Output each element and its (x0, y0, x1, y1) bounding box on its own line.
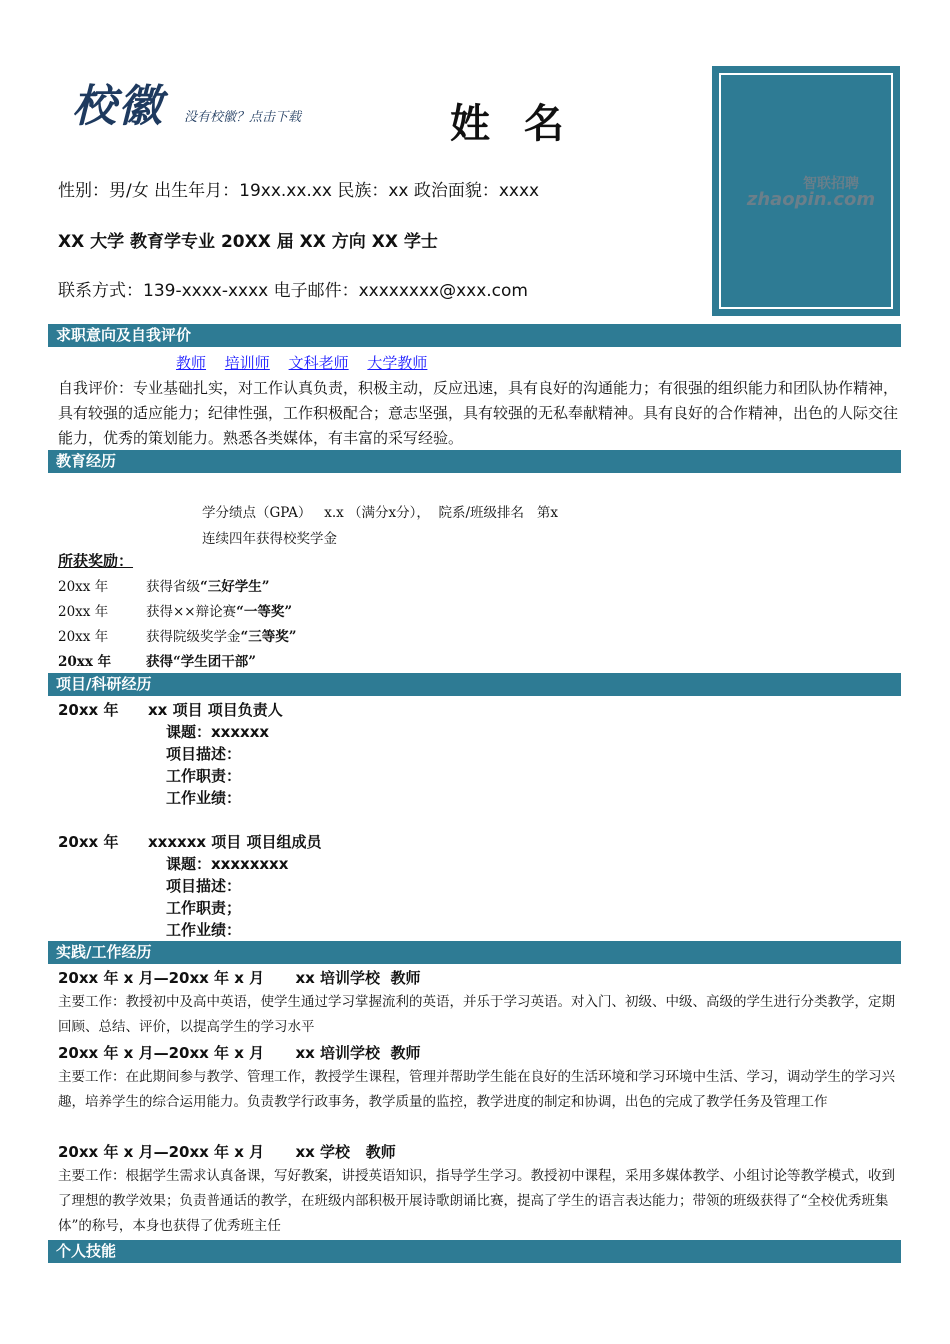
photo-placeholder (719, 73, 893, 309)
section-header-practice: 实践/工作经历 (48, 941, 901, 964)
project-title: xxxxxx 项目 项目组成员 (148, 833, 322, 851)
award-item: 20xx 年 获得院级奖学金“三等奖” (58, 629, 297, 645)
logo-download-link[interactable]: 没有校徽？点击下载 (184, 110, 302, 125)
project-desc: 项目描述： (166, 877, 242, 895)
section-header-projects: 项目/科研经历 (48, 673, 901, 696)
target-link[interactable]: 大学教师 (367, 354, 428, 372)
scholarship-line: 连续四年获得校奖学金 (202, 531, 337, 547)
project-year: 20xx 年 (58, 701, 119, 719)
award-item: 20xx 年 获得省级“三好学生” (58, 579, 270, 595)
project-topic: 课题：xxxxxxxx (166, 855, 289, 873)
work-header: 20xx 年 x 月—20xx 年 x 月 xx 学校 教师 (58, 1143, 396, 1161)
school-logo: 校徽 (72, 81, 164, 132)
project-topic: 课题：xxxxxx (166, 723, 270, 741)
work-description: 主要工作：在此期间参与教学、管理工作，教授学生课程，管理并帮助学生能在良好的生活环境和学习环境中生活、学习，调动学生的学习兴趣，培养学生的综合运用能力。负责教学行政事务，教学质量的监控，教学进度的制定和协调，出色的完成了教学任务及管理工作 (58, 1069, 895, 1110)
gpa-block (202, 500, 558, 552)
photo-frame (712, 66, 900, 316)
gpa-line: 学分绩点（GPA） x.x （满分x分）， 院系/班级排名 第x (202, 505, 559, 521)
project-result: 工作业绩： (166, 789, 242, 807)
target-link[interactable]: 教师 (176, 354, 207, 372)
work-description: 主要工作：根据学生需求认真备课，写好教案，讲授英语知识，指导学生学习。教授初中课程，采用多媒体教学、小组讨论等教学模式，收到了理想的教学效果；负责普通话的教学，在班级内部积极开展诗歌朗诵比赛，提高了学生的语言表达能力；带领的班级获得了“全校优秀班集体”的称号，本身也获得了优秀班主任 (58, 1168, 895, 1234)
personal-info: 性别：男/女 出生年月：19xx.xx.xx 民族：xx 政治面貌：xxxx (58, 181, 540, 201)
work-header: 20xx 年 x 月—20xx 年 x 月 xx 培训学校 教师 (58, 1044, 421, 1062)
target-link[interactable]: 文科老师 (288, 354, 349, 372)
awards-title: 所获奖励： (58, 552, 134, 570)
project-duty: 工作职责； (166, 899, 242, 917)
project-duty: 工作职责： (166, 767, 242, 785)
job-targets (176, 352, 441, 373)
award-item: 20xx 年 获得“学生团干部” (58, 654, 257, 670)
self-evaluation: 自我评价：专业基础扎实，对工作认真负责，积极主动，反应迅速，具有良好的沟通能力；有很强的组织能力和团队协作精神，具有较强的适应能力；纪律性强，工作积极配合；意志坚强，具有较强的无私奉献精神。具有良好的合作精神，出色的人际交往能力，优秀的策划能力。熟悉各类媒体，有丰富的采写经验。 (58, 379, 899, 447)
award-item: 20xx 年 获得××辩论赛“一等奖” (58, 604, 293, 620)
work-description: 主要工作：教授初中及高中英语，使学生通过学习掌握流利的英语，并乐于学习英语。对入门、初级、中级、高级的学生进行分类教学，定期回顾、总结、评价，以提高学生的学习水平 (58, 994, 895, 1035)
project-desc: 项目描述： (166, 745, 242, 763)
contact-info: 联系方式：139-xxxx-xxxx 电子邮件：xxxxxxxx@xxx.com (58, 281, 528, 301)
candidate-name: 姓 名 (450, 101, 574, 147)
project-title: xx 项目 项目负责人 (148, 701, 283, 719)
work-header: 20xx 年 x 月—20xx 年 x 月 xx 培训学校 教师 (58, 969, 421, 987)
section-header-intent: 求职意向及自我评价 (48, 324, 901, 347)
target-link[interactable]: 培训师 (224, 354, 270, 372)
section-header-skills: 个人技能 (48, 1240, 901, 1263)
project-year: 20xx 年 (58, 833, 119, 851)
education-summary: XX 大学 教育学专业 20XX 届 XX 方向 XX 学士 (58, 232, 438, 252)
section-header-education: 教育经历 (48, 450, 901, 473)
photo-watermark: 智联招聘 zhaopin.com (746, 176, 876, 210)
project-result: 工作业绩： (166, 921, 242, 939)
